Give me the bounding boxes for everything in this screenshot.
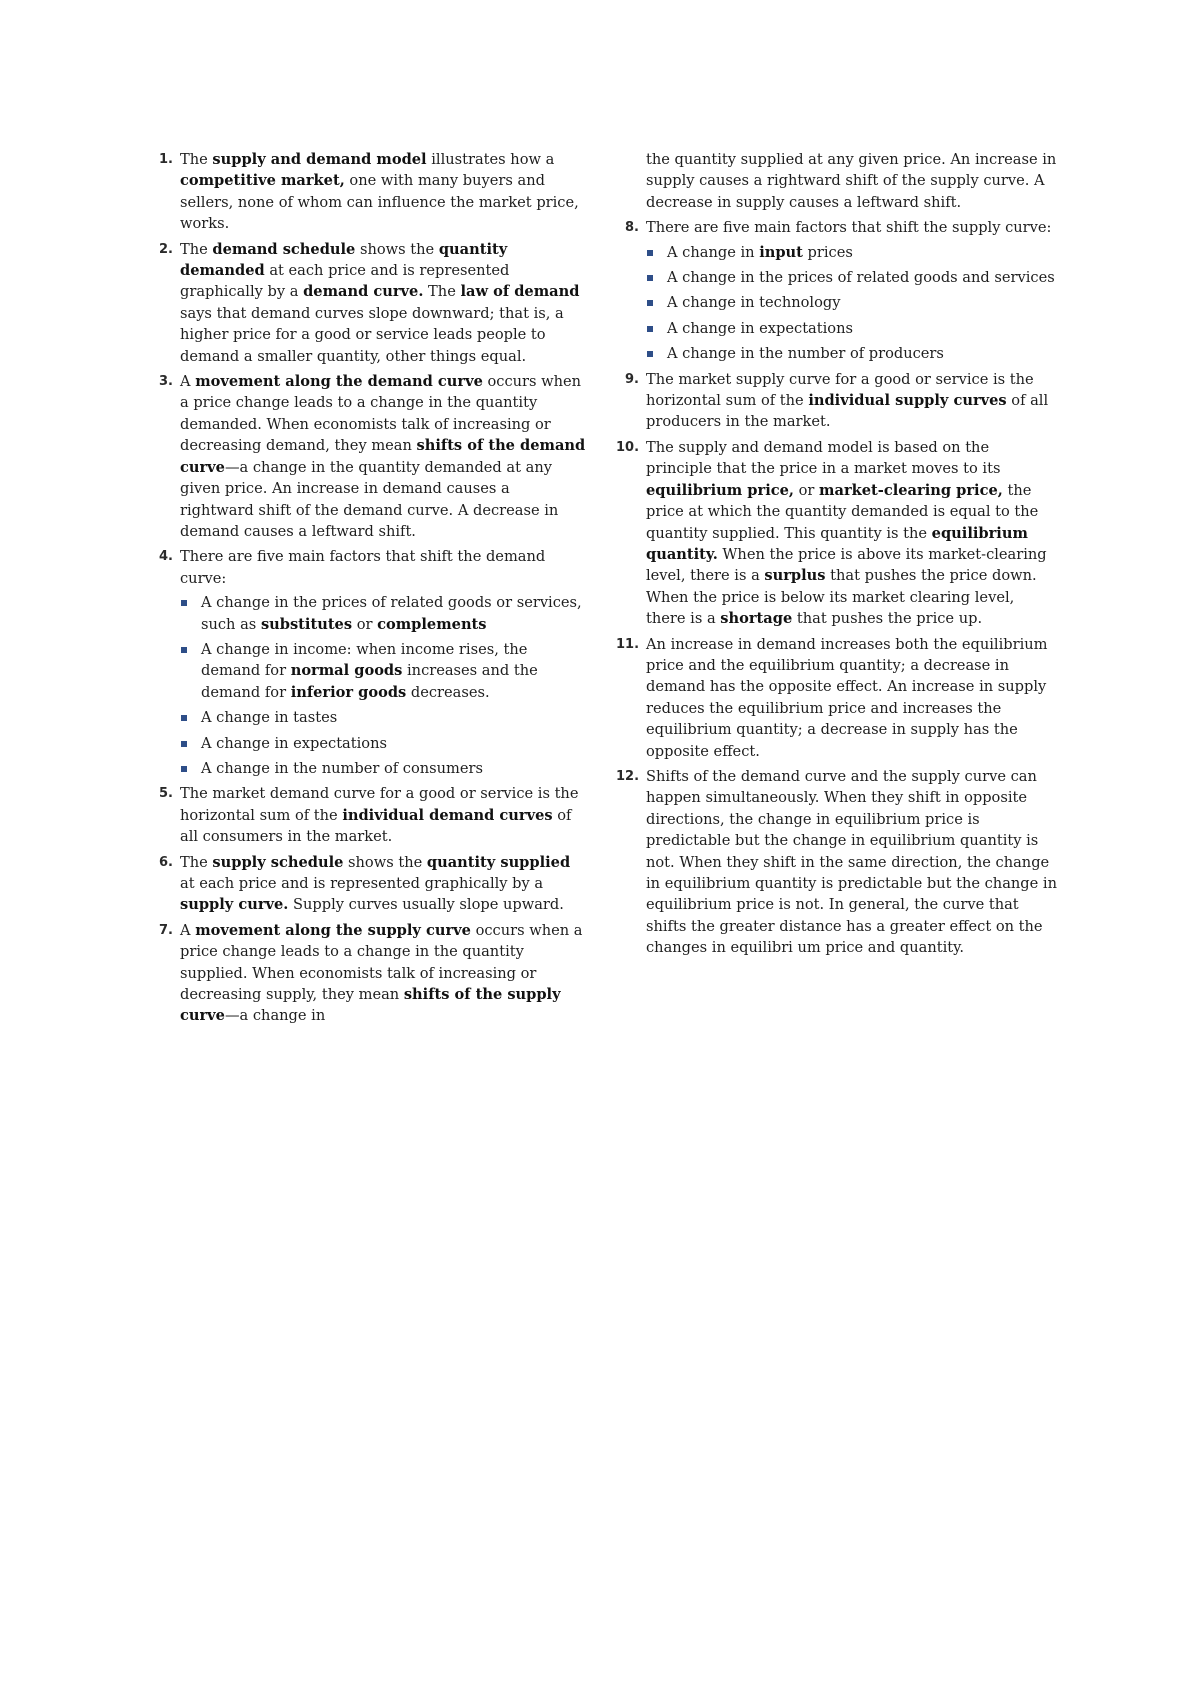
item-number: 6.	[159, 854, 173, 870]
key-term: input	[759, 243, 803, 261]
text-run: A change in the number of consumers	[201, 759, 483, 777]
item-number: 8.	[625, 220, 639, 236]
text-run: The	[180, 240, 213, 258]
item-number: 4.	[159, 549, 173, 565]
text-run: A	[180, 921, 196, 939]
key-term: individual demand curves	[342, 806, 553, 824]
text-run: that pushes the price up.	[792, 610, 983, 628]
key-term: individual supply curves	[808, 392, 1007, 410]
list-item	[646, 318, 1057, 339]
bullet-icon	[181, 715, 187, 721]
key-term: law of demand	[460, 283, 580, 301]
text-run: A change in income: when income rises, the demand for	[201, 640, 528, 680]
item-number: 12.	[616, 768, 640, 784]
summary-item-10	[616, 437, 1057, 630]
item-number: 3.	[159, 374, 173, 390]
summary-item-3	[159, 371, 587, 542]
text-run: —a change in the quantity demanded at any given price. An increase in demand causes a rightward shift of the demand curve. A decrease in demand causes a leftward shift.	[180, 458, 559, 540]
key-term: supply and demand model	[212, 151, 427, 168]
key-term: movement along the supply curve	[195, 921, 471, 939]
list-item	[180, 639, 587, 703]
text-run: —a change in	[224, 1007, 326, 1025]
text-run: says that demand curves slope downward; that is, a higher price for a good or service leads people to demand a smaller quantity, other things equal.	[180, 304, 564, 365]
key-term: quantity supplied	[426, 853, 571, 871]
text-run: the price at which the quantity demanded is equal to the quantity supplied. This quantity is the	[646, 481, 1039, 542]
item-number: 9.	[625, 371, 639, 387]
bullet-icon	[181, 647, 187, 653]
text-run: A change in technology	[667, 294, 841, 312]
key-term: equilibrium quantity.	[646, 524, 1028, 563]
summary-item-7	[159, 920, 587, 1027]
text-run: occurs when a price change leads to a change in the quantity supplied. When economists talk of increasing or decreasing supply, they mean	[180, 921, 583, 1004]
left-column	[159, 149, 587, 1031]
text-run: The market supply curve for a good or service is the horizontal sum of the	[646, 370, 1034, 410]
item-text: Shifts of the demand curve and the supply curve can happen simultaneously. When they shift in opposite directions, the change in equilibrium price is predictable but the change in equilibrium quantity is not. When they shift in the same direction, the change in equilibrium quantity is predictable but the change in equilibrium price is not. In general, the curve that shifts the greater distance has a greater effect on the changes in equilibri um price and quantity.	[646, 767, 1057, 957]
bullet-icon	[181, 766, 187, 772]
key-term: movement along the demand curve	[195, 373, 483, 391]
item-text	[180, 239, 587, 367]
summary-item-2	[159, 239, 587, 367]
key-term: shifts of the demand curve	[180, 437, 586, 476]
list-item	[646, 267, 1057, 288]
key-term: supply schedule	[212, 853, 344, 871]
list-item	[180, 592, 587, 635]
item-text	[180, 852, 587, 916]
item-text: An increase in demand increases both the equilibrium price and the equilibrium quantity; a decrease in demand has the opposite effect. An increase in supply reduces the equilibrium price and increases the equilibrium quantity; a decrease in supply has the opposite effect.	[646, 635, 1048, 760]
text-run: at each price and is represented graphically by a	[180, 262, 510, 301]
bullet-icon	[647, 351, 653, 357]
text-run: one with many buyers and sellers, none of whom can influence the market price, works.	[180, 172, 579, 233]
item-text	[180, 920, 587, 1027]
list-item	[180, 733, 587, 754]
key-term: inferior goods	[290, 683, 407, 701]
item-number: 1.	[159, 152, 173, 167]
key-term: supply curve.	[180, 896, 289, 914]
text-run: When the price is above its market-clearing level, there is a	[646, 545, 1047, 585]
summary-item-12	[616, 766, 1057, 959]
key-term: substitutes	[260, 615, 353, 633]
list-item	[646, 343, 1057, 364]
item-text	[180, 783, 587, 847]
summary-item-8	[625, 217, 1057, 364]
text-run: shows the	[343, 853, 427, 871]
bullet-icon	[647, 300, 653, 306]
text-run: The supply and demand model is based on the principle that the price in a market moves to its	[646, 438, 1001, 478]
item-number: 5.	[159, 786, 173, 802]
key-term: demand curve.	[303, 283, 424, 301]
item-number: 7.	[159, 922, 173, 938]
item-number: 11.	[616, 636, 640, 652]
item-text	[646, 369, 1057, 433]
text-run: A change in expectations	[201, 734, 387, 752]
text-run: at each price and is represented graphically by a	[180, 875, 544, 892]
summary-item-9	[625, 369, 1057, 433]
key-term: surplus	[764, 567, 826, 585]
list-item	[646, 292, 1057, 313]
summary-item-11	[616, 634, 1057, 762]
text-run: A change in the prices of related goods and services	[667, 269, 1055, 287]
text-run: A change in expectations	[667, 319, 853, 337]
text-run: or	[352, 615, 378, 633]
text-run: shows the	[355, 240, 439, 258]
text-run: prices	[802, 243, 853, 261]
key-term: shortage	[720, 610, 793, 628]
item-number: 10.	[616, 439, 640, 455]
item-text	[180, 149, 587, 235]
text-run: The	[180, 151, 213, 168]
summary-item-4	[159, 546, 587, 779]
key-term: competitive market,	[180, 172, 345, 190]
key-term: shifts of the supply curve	[180, 986, 561, 1025]
item-text	[646, 437, 1057, 630]
bullet-icon	[647, 250, 653, 256]
key-term: demand schedule	[212, 240, 356, 258]
bullet-icon	[647, 326, 653, 332]
text-run: illustrates how a	[426, 151, 555, 168]
item-text	[180, 371, 587, 542]
key-term: normal goods	[290, 662, 403, 680]
summary-item-1	[159, 149, 587, 235]
key-term: complements	[377, 615, 487, 633]
bullet-icon	[181, 600, 187, 606]
text-run: that pushes the price down. When the price is below its market clearing level, there is a	[646, 567, 1037, 628]
text-run: The	[423, 283, 461, 301]
text-run: of all producers in the market.	[646, 392, 1049, 431]
list-item	[180, 707, 587, 728]
list-item	[180, 758, 587, 779]
item-text: There are five main factors that shift the demand curve:	[180, 548, 546, 587]
text-run: increases and the demand for	[201, 662, 538, 701]
key-term: market-clearing price,	[819, 481, 1003, 499]
factor-list	[180, 592, 587, 779]
text-run: A change in the number of producers	[667, 345, 944, 363]
text-run: or	[794, 481, 820, 499]
item-text: There are five main factors that shift the supply curve:	[646, 219, 1052, 237]
text-run: of all consumers in the market.	[180, 806, 572, 846]
text-run: occurs when a price change leads to a change in the quantity demanded. When economists talk of increasing or decreasing demand, they mean	[180, 373, 582, 455]
bullet-icon	[647, 275, 653, 281]
bullet-icon	[181, 741, 187, 747]
text-run: A change in the prices of related goods or services, such as	[201, 594, 582, 633]
text-run: A change in tastes	[201, 709, 338, 727]
text-run: The	[180, 853, 213, 871]
summary-item-5	[159, 783, 587, 847]
text-run: The market demand curve for a good or service is the horizontal sum of the	[180, 785, 579, 824]
item-number: 2.	[159, 241, 173, 257]
text-run: decreases.	[406, 683, 490, 701]
right-column	[616, 149, 1057, 963]
item-7-continuation: the quantity supplied at any given price. An increase in supply causes a rightward shift of the supply curve. A decrease in supply causes a leftward shift.	[646, 151, 1057, 211]
list-item	[646, 242, 1057, 263]
summary-item-6	[159, 852, 587, 916]
text-run: Supply curves usually slope upward.	[288, 896, 564, 914]
key-term: equilibrium price,	[646, 481, 794, 499]
key-term: quantity demanded	[180, 240, 508, 280]
factor-list	[646, 242, 1057, 365]
text-run: A	[180, 373, 196, 391]
text-run: A change in	[667, 243, 760, 261]
